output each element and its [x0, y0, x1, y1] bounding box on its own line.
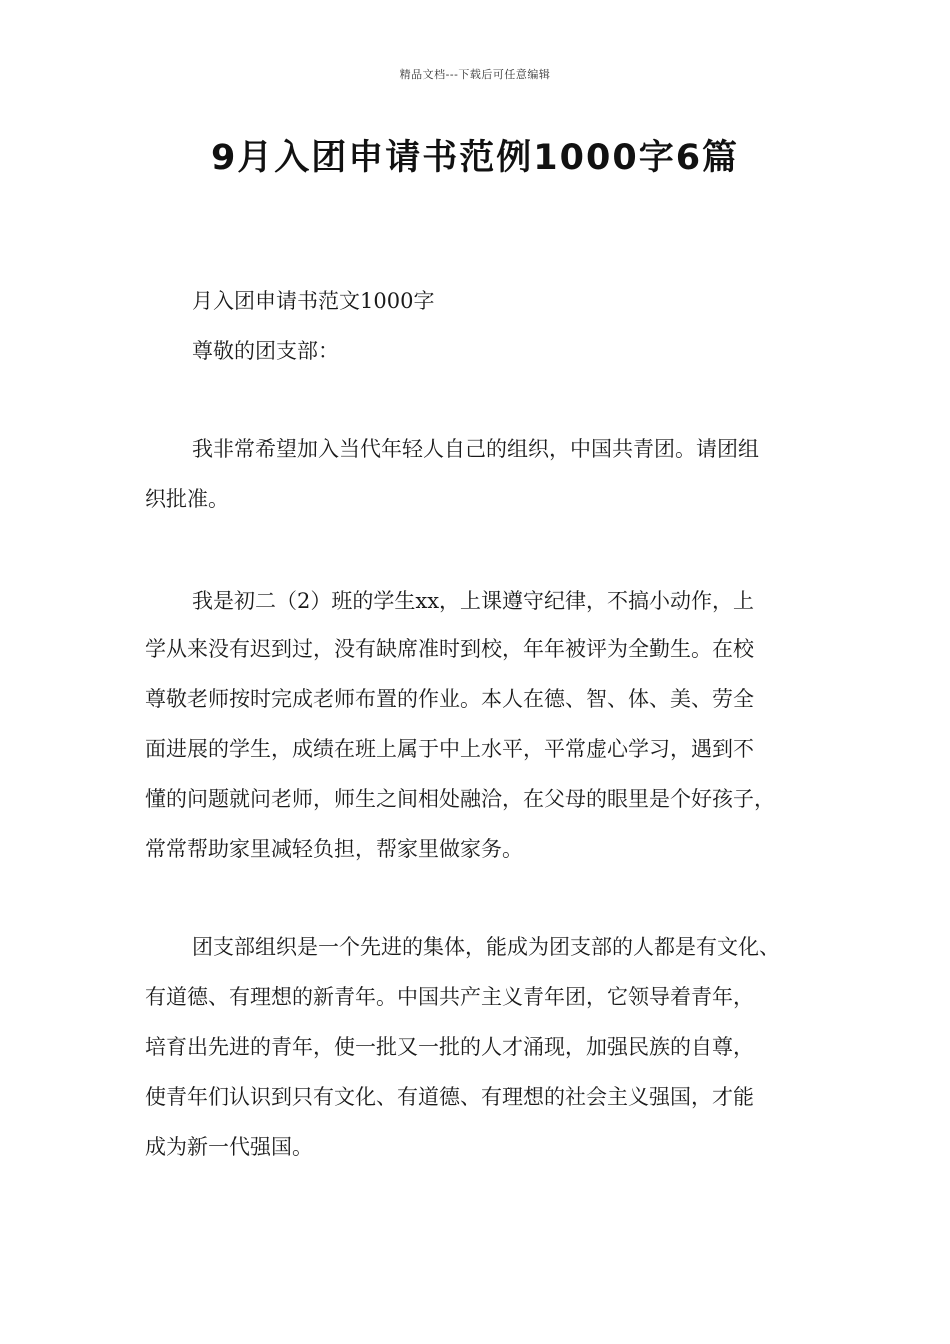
paragraph-3-line-2: 有道德、有理想的新青年。中国共产主义青年团，它领导着青年，	[145, 985, 754, 1009]
paragraph-3-line-5: 成为新一代强国。	[145, 1135, 313, 1159]
paragraph-3-line-3: 培育出先进的青年，使一批又一批的人才涌现，加强民族的自尊，	[145, 1035, 754, 1059]
paragraph-2-line-3: 尊敬老师按时完成老师布置的作业。本人在德、智、体、美、劳全	[145, 687, 754, 711]
paragraph-1-line-1: 我非常希望加入当代年轻人自己的组织，中国共青团。请团组	[192, 437, 759, 461]
paragraph-2-line-4: 面进展的学生，成绩在班上属于中上水平，平常虚心学习，遇到不	[145, 737, 754, 761]
salutation: 尊敬的团支部：	[192, 339, 339, 363]
paragraph-3-line-1: 团支部组织是一个先进的集体，能成为团支部的人都是有文化、	[192, 935, 780, 959]
paragraph-2-line-2: 学从来没有迟到过，没有缺席准时到校，年年被评为全勤生。在校	[145, 637, 754, 661]
paragraph-3-line-4: 使青年们认识到只有文化、有道德、有理想的社会主义强国，才能	[145, 1085, 754, 1109]
header-note: 精品文档---下载后可任意编辑	[399, 68, 551, 81]
paragraph-2-line-5: 懂的问题就问老师，师生之间相处融洽，在父母的眼里是个好孩子，	[145, 787, 775, 811]
subtitle: 月入团申请书范文1000字	[192, 289, 435, 313]
paragraph-2-line-6: 常常帮助家里减轻负担，帮家里做家务。	[145, 837, 523, 861]
paragraph-1-line-2: 织批准。	[145, 487, 229, 511]
document-title: 9月入团申请书范例1000字6篇	[210, 138, 740, 178]
paragraph-2-line-1: 我是初二（2）班的学生xx，上课遵守纪律，不搞小动作，上	[192, 589, 755, 613]
